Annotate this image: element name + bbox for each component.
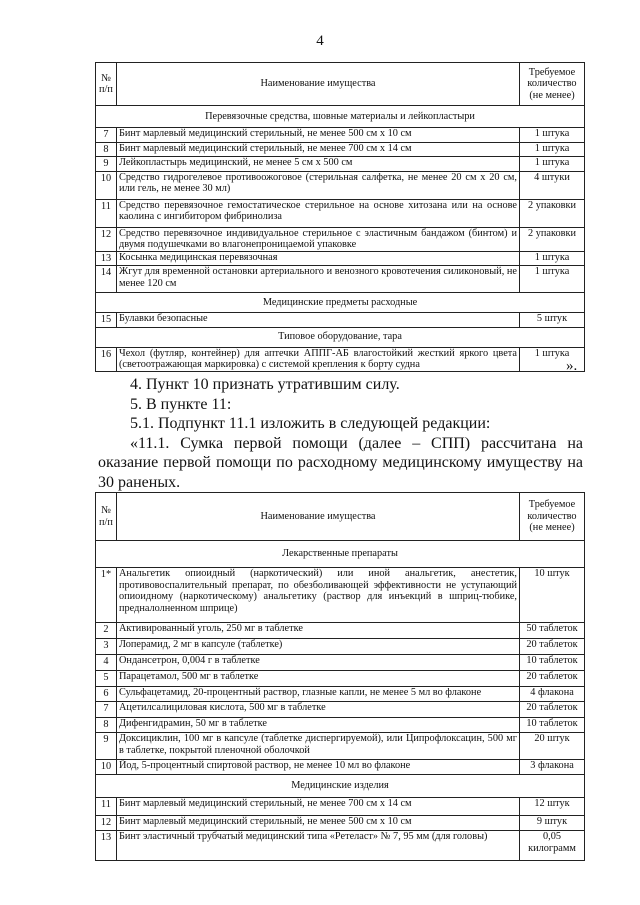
row-number: 3: [96, 639, 117, 655]
item-quantity: 1 штука: [520, 128, 585, 143]
header-name: Наименование имущества: [117, 63, 520, 106]
item-quantity: 3 флакона: [520, 760, 585, 775]
item-quantity: 4 штуки: [520, 171, 585, 199]
item-name: Активированный уголь, 250 мг в таблетке: [117, 623, 520, 639]
header-qty: Требуемое количество (не менее): [520, 493, 585, 541]
row-number: 5: [96, 671, 117, 687]
item-name: Анальгетик опиоидный (наркотический) или иной анальгетик, анестетик, противовоспалительный препарат, по обезболивающей эффективности не уступающий опиоидному (наркотическому) анальгетику (раствор для инъекций в шприц-тюбике, предналолненном шприце): [117, 568, 520, 623]
row-number: 13: [96, 831, 117, 861]
item-name: Средство перевязочное индивидуальное стерильное с эластичным бандажом (бинтом) и двумя подушечками во влагонепроницаемой упаковке: [117, 227, 520, 251]
amendment-text: [98, 375, 583, 492]
table-row: [96, 687, 585, 702]
table-row: [96, 816, 585, 831]
section-row: [96, 106, 585, 128]
row-number: 15: [96, 313, 117, 328]
row-number: 14: [96, 266, 117, 293]
page-number: 4: [316, 33, 324, 49]
section-row: [96, 541, 585, 568]
item-name: Средство гидрогелевое противоожоговое (стерильная салфетка, не менее 20 см х 20 см, или гель, не менее 30 мл): [117, 171, 520, 199]
section-row: [96, 327, 585, 347]
item-name: Ондансетрон, 0,004 г в таблетке: [117, 655, 520, 671]
item-quantity: 0,05 килограмм: [520, 831, 585, 861]
item-quantity: 10 штук: [520, 568, 585, 623]
table-row: [96, 733, 585, 760]
table-row: [96, 266, 585, 293]
table-row: [96, 313, 585, 328]
table-row: [96, 760, 585, 775]
row-number: 10: [96, 760, 117, 775]
section-title: Типовое оборудование, тара: [96, 327, 585, 347]
row-number: 12: [96, 227, 117, 251]
section-title: Медицинские предметы расходные: [96, 293, 585, 313]
item-quantity: 10 таблеток: [520, 718, 585, 733]
row-number: 11: [96, 798, 117, 816]
table-row: [96, 251, 585, 266]
closing-quote: ».: [566, 358, 578, 374]
table-row: [96, 568, 585, 623]
table-row: [96, 798, 585, 816]
property-table-1: [95, 62, 585, 372]
row-number: 16: [96, 347, 117, 371]
row-number: 4: [96, 655, 117, 671]
item-quantity: 1 штука: [520, 142, 585, 157]
table-row: [96, 347, 585, 371]
item-name: Йод, 5-процентный спиртовой раствор, не менее 10 мл во флаконе: [117, 760, 520, 775]
item-quantity: 20 штук: [520, 733, 585, 760]
table-row: [96, 639, 585, 655]
header-name: Наименование имущества: [117, 493, 520, 541]
table-row: [96, 142, 585, 157]
item-name: Доксициклин, 100 мг в капсуле (таблетке диспергируемой), или Ципрофлоксацин, 500 мг в таблетке, покрытой пленочной оболочкой: [117, 733, 520, 760]
table-row: [96, 655, 585, 671]
item-name: Косынка медицинская перевязочная: [117, 251, 520, 266]
row-number: 8: [96, 718, 117, 733]
item-quantity: 1 штука: [520, 266, 585, 293]
item-name: Средство перевязочное гемостатическое стерильное на основе хитозана или на основе каолина с ингибитором фибринолиза: [117, 199, 520, 227]
item-name: Бинт марлевый медицинский стерильный, не менее 500 см х 10 см: [117, 816, 520, 831]
row-number: 6: [96, 687, 117, 702]
item-quantity: 2 упаковки: [520, 227, 585, 251]
row-number: 13: [96, 251, 117, 266]
item-quantity: 1 штука: [520, 347, 585, 371]
item-name: Дифенгидрамин, 50 мг в таблетке: [117, 718, 520, 733]
row-number: 12: [96, 816, 117, 831]
table-row: [96, 671, 585, 687]
property-table-2: [95, 492, 585, 861]
row-number: 10: [96, 171, 117, 199]
section-title: Медицинские изделия: [96, 775, 585, 798]
item-name: Жгут для временной остановки артериального и венозного кровотечения силиконовый, не менее 120 см: [117, 266, 520, 293]
table-header-row: [96, 63, 585, 106]
item-quantity: 1 штука: [520, 251, 585, 266]
item-name: Лоперамид, 2 мг в капсуле (таблетке): [117, 639, 520, 655]
table-row: [96, 128, 585, 143]
item-quantity: 4 флакона: [520, 687, 585, 702]
table-row: [96, 623, 585, 639]
section-row: [96, 775, 585, 798]
item-name: Бинт марлевый медицинский стерильный, не менее 700 см х 14 см: [117, 142, 520, 157]
item-quantity: 12 штук: [520, 798, 585, 816]
section-row: [96, 293, 585, 313]
item-name: Булавки безопасные: [117, 313, 520, 328]
header-qty: Требуемое количество (не менее): [520, 63, 585, 106]
section-title: Перевязочные средства, шовные материалы и лейкопластыри: [96, 106, 585, 128]
item-quantity: 1 штука: [520, 157, 585, 172]
row-number: 8: [96, 142, 117, 157]
item-quantity: 20 таблеток: [520, 671, 585, 687]
item-name: Сульфацетамид, 20-процентный раствор, глазные капли, не менее 5 мл во флаконе: [117, 687, 520, 702]
row-number: 1*: [96, 568, 117, 623]
paragraph: 4. Пункт 10 признать утратившим силу.: [130, 376, 400, 393]
item-name: Бинт марлевый медицинский стерильный, не менее 700 см х 14 см: [117, 798, 520, 816]
paragraph: «11.1. Сумка первой помощи (далее – СПП) рассчитана на оказание первой помощи по расходному медицинскому имуществу на 30 раненых.: [98, 434, 583, 491]
row-number: 9: [96, 157, 117, 172]
item-quantity: 2 упаковки: [520, 199, 585, 227]
table-row: [96, 831, 585, 861]
table-row: [96, 718, 585, 733]
section-title: Лекарственные препараты: [96, 541, 585, 568]
row-number: 7: [96, 128, 117, 143]
row-number: 11: [96, 199, 117, 227]
table-row: [96, 199, 585, 227]
item-name: Ацетилсалициловая кислота, 500 мг в таблетке: [117, 702, 520, 718]
item-quantity: 20 таблеток: [520, 639, 585, 655]
table-header-row: [96, 493, 585, 541]
header-num: № п/п: [96, 493, 117, 541]
row-number: 7: [96, 702, 117, 718]
item-quantity: 9 штук: [520, 816, 585, 831]
row-number: 2: [96, 623, 117, 639]
header-num: № п/п: [96, 63, 117, 106]
item-name: Парацетамол, 500 мг в таблетке: [117, 671, 520, 687]
table-row: [96, 702, 585, 718]
table-row: [96, 171, 585, 199]
table-row: [96, 157, 585, 172]
item-name: Бинт марлевый медицинский стерильный, не менее 500 см х 10 см: [117, 128, 520, 143]
item-quantity: 20 таблеток: [520, 702, 585, 718]
item-name: Бинт эластичный трубчатый медицинский типа «Ретеласт» № 7, 95 мм (для головы): [117, 831, 520, 861]
item-quantity: 5 штук: [520, 313, 585, 328]
item-quantity: 50 таблеток: [520, 623, 585, 639]
row-number: 9: [96, 733, 117, 760]
item-name: Лейкопластырь медицинский, не менее 5 см х 500 см: [117, 157, 520, 172]
table-row: [96, 227, 585, 251]
paragraph: 5. В пункте 11:: [130, 395, 232, 413]
item-quantity: 10 таблеток: [520, 655, 585, 671]
item-name: Чехол (футляр, контейнер) для аптечки АППГ-АБ влагостойкий жесткий яркого цвета (светоотражающая маркировка) с системой крепления к борту судна: [117, 347, 520, 371]
paragraph: 5.1. Подпункт 11.1 изложить в следующей редакции:: [130, 415, 491, 432]
